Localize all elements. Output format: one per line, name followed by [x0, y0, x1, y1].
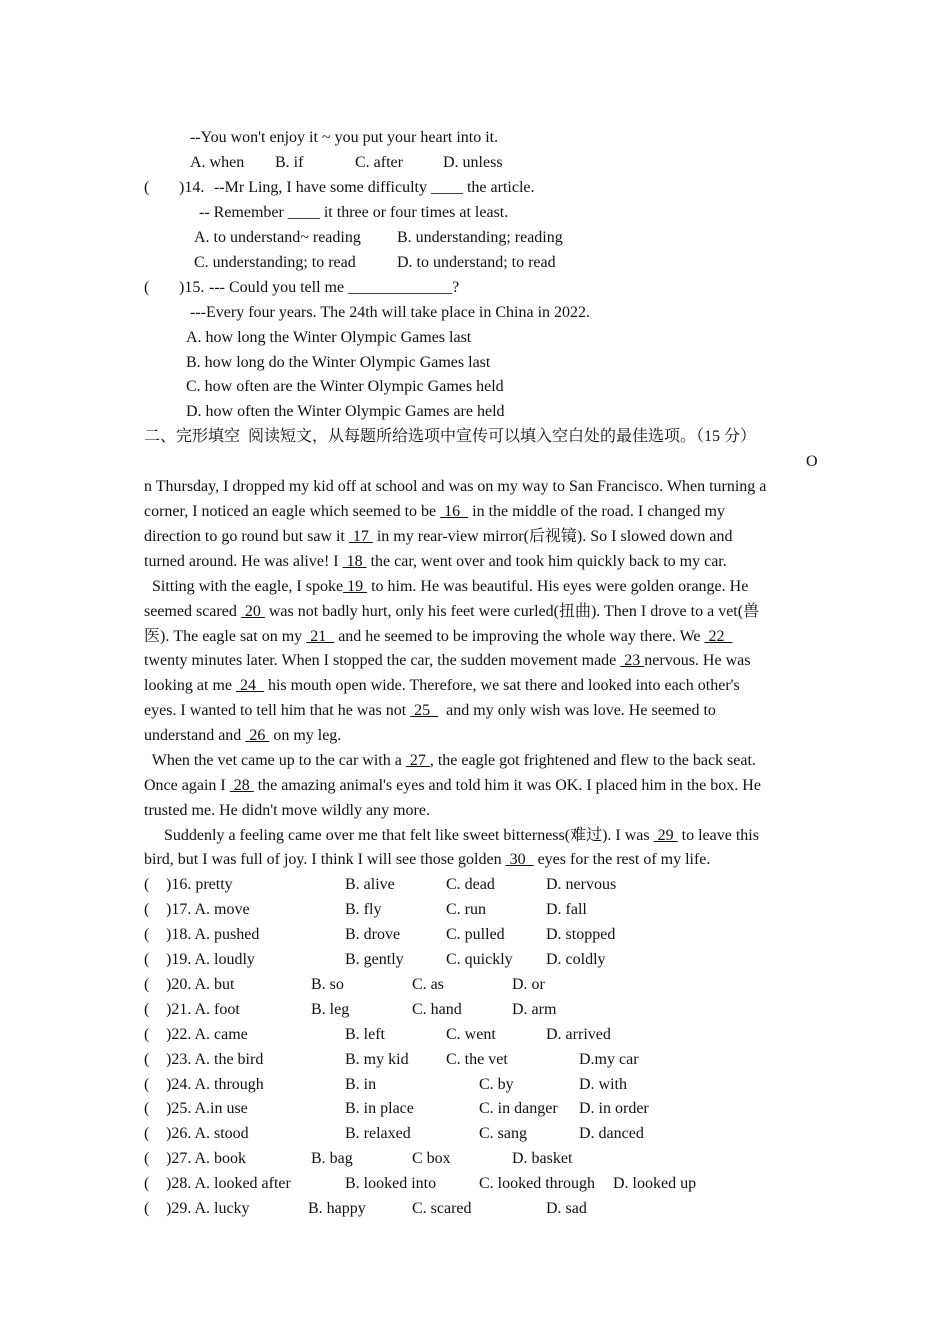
choice-number: )27. A. book	[166, 1150, 246, 1167]
q15-option-d: D. how often the Winter Olympic Games are held	[186, 403, 505, 420]
choice-option-b: B. alive	[345, 876, 395, 893]
choice-number: )25. A.in use	[166, 1100, 248, 1117]
choice-option-d: D. with	[579, 1076, 627, 1093]
choice-number: )21. A. foot	[166, 1001, 240, 1018]
choice-option-d: D. sad	[546, 1200, 587, 1217]
passage-line: eyes. I wanted to tell him that he was not 25 and my only wish was love. He seemed to	[144, 702, 716, 719]
choice-number: )16. pretty	[166, 876, 233, 893]
q13-option-a: A. when	[190, 154, 245, 171]
q15-option-a: A. how long the Winter Olympic Games last	[186, 329, 472, 346]
choice-option-c: C. scared	[412, 1200, 472, 1217]
choice-paren: (	[144, 1100, 150, 1117]
choice-option-d: D. danced	[579, 1125, 644, 1142]
choice-option-d: D. fall	[546, 901, 587, 918]
passage-line: looking at me 24 his mouth open wide. Therefore, we sat there and looked into each other's	[144, 677, 740, 694]
choice-option-c: C. quickly	[446, 951, 513, 968]
choice-option-b: B. bag	[311, 1150, 353, 1167]
blank-21: 21	[306, 628, 335, 645]
dropcap-letter: O	[806, 453, 818, 470]
q15-option-c: C. how often are the Winter Olympic Games held	[186, 378, 504, 395]
passage-line: Sitting with the eagle, I spoke 19 to him. He was beautiful. His eyes were golden orange. He	[144, 578, 749, 595]
q14-line1: --Mr Ling, I have some difficulty ____ the article.	[214, 179, 535, 196]
choice-option-c: C. sang	[479, 1125, 527, 1142]
choice-option-c: C. by	[479, 1076, 514, 1093]
passage-line: direction to go round but saw it 17 in my rear-view mirror(后视镜). So I slowed down and	[144, 528, 733, 545]
q13-dialog: --You won't enjoy it ~ you put your heart into it.	[190, 129, 499, 146]
q13-option-c: C. after	[355, 154, 403, 171]
q13-option-d: D. unless	[443, 154, 503, 171]
blank-22: 22	[704, 628, 733, 645]
choice-paren: (	[144, 1001, 150, 1018]
choice-number: )18. A. pushed	[166, 926, 260, 943]
section-heading: 二、完形填空 阅读短文，从每题所给选项中宣传可以填入空白处的最佳选项。（15 分）	[144, 428, 757, 445]
choice-option-d: D. or	[512, 976, 545, 993]
choice-option-b: B. in	[345, 1076, 377, 1093]
passage-line: seemed scared 20 was not badly hurt, only his feet were curled(扭曲). Then I drove to a vet(兽	[144, 603, 760, 620]
choice-option-d: D.my car	[579, 1051, 639, 1068]
choice-number: )23. A. the bird	[166, 1051, 264, 1068]
choice-number: )28. A. looked after	[166, 1175, 291, 1192]
passage-line: When the vet came up to the car with a 27 , the eagle got frightened and flew to the back seat.	[144, 752, 756, 769]
choice-paren: (	[144, 1125, 150, 1142]
q14-number: )14.	[179, 179, 205, 196]
choice-option-b: B. fly	[345, 901, 382, 918]
choice-number: )20. A. but	[166, 976, 235, 993]
choice-paren: (	[144, 951, 150, 968]
blank-23: 23	[620, 652, 645, 669]
choice-option-d: D. basket	[512, 1150, 573, 1167]
q14-line2: -- Remember ____ it three or four times at least.	[199, 204, 509, 221]
choice-option-b: B. so	[311, 976, 344, 993]
passage-line: trusted me. He didn't move wildly any more.	[144, 802, 430, 819]
choice-option-c: C. in danger	[479, 1100, 558, 1117]
choice-option-b: B. left	[345, 1026, 385, 1043]
choice-number: )24. A. through	[166, 1076, 264, 1093]
choice-number: )26. A. stood	[166, 1125, 249, 1142]
blank-27: 27	[405, 752, 430, 769]
choice-option-b: B. drove	[345, 926, 401, 943]
blank-28: 28	[229, 777, 254, 794]
choice-option-c: C box	[412, 1150, 451, 1167]
choice-option-b: B. my kid	[345, 1051, 409, 1068]
choice-option-c: C. dead	[446, 876, 495, 893]
q14-option-c: C. understanding; to read	[194, 254, 356, 271]
choice-number: )19. A. loudly	[166, 951, 255, 968]
blank-19: 19	[343, 578, 368, 595]
passage-line: corner, I noticed an eagle which seemed to be 16 in the middle of the road. I changed my	[144, 503, 725, 520]
choice-option-d: D. arrived	[546, 1026, 611, 1043]
choice-option-d: D. stopped	[546, 926, 616, 943]
choice-option-c: C. hand	[412, 1001, 462, 1018]
blank-18: 18	[342, 553, 367, 570]
choice-paren: (	[144, 1076, 150, 1093]
choice-paren: (	[144, 1200, 150, 1217]
q15-number: )15.	[179, 279, 205, 296]
choice-option-d: D. coldly	[546, 951, 606, 968]
q15-line1: --- Could you tell me _____________?	[209, 279, 460, 296]
blank-24: 24	[235, 677, 264, 694]
q14-paren: (	[144, 179, 150, 196]
blank-17: 17	[348, 528, 373, 545]
choice-option-d: D. in order	[579, 1100, 649, 1117]
choice-number: )29. A. lucky	[166, 1200, 250, 1217]
q14-option-b: B. understanding; reading	[397, 229, 563, 246]
choice-option-b: B. leg	[311, 1001, 350, 1018]
choice-paren: (	[144, 876, 150, 893]
blank-25: 25	[410, 702, 439, 719]
choice-option-c: C. went	[446, 1026, 496, 1043]
passage-line: turned around. He was alive! I 18 the car, went over and took him quickly back to my car.	[144, 553, 727, 570]
passage-line: understand and 26 on my leg.	[144, 727, 342, 744]
passage-line: Suddenly a feeling came over me that felt like sweet bitterness(难过). I was 29 to leave this	[144, 827, 759, 844]
q13-option-b: B. if	[275, 154, 304, 171]
passage-line: bird, but I was full of joy. I think I will see those golden 30 eyes for the rest of my life.	[144, 851, 711, 868]
choice-option-c: C. as	[412, 976, 444, 993]
blank-26: 26	[245, 727, 270, 744]
passage-line: twenty minutes later. When I stopped the car, the sudden movement made 23 nervous. He was	[144, 652, 751, 669]
choice-option-d: D. nervous	[546, 876, 617, 893]
blank-29: 29	[653, 827, 678, 844]
passage-line: 医). The eagle sat on my 21 and he seemed to be improving the whole way there. We 22	[144, 628, 733, 645]
choice-option-b: B. relaxed	[345, 1125, 411, 1142]
choice-paren: (	[144, 1051, 150, 1068]
choice-number: )22. A. came	[166, 1026, 248, 1043]
choice-option-b: B. gently	[345, 951, 404, 968]
choice-paren: (	[144, 901, 150, 918]
choice-option-c: C. run	[446, 901, 486, 918]
passage-line: Once again I 28 the amazing animal's eyes and told him it was OK. I placed him in the box. He	[144, 777, 761, 794]
q15-option-b: B. how long do the Winter Olympic Games last	[186, 354, 491, 371]
blank-16: 16	[440, 503, 469, 520]
choice-paren: (	[144, 1026, 150, 1043]
blank-20: 20	[240, 603, 265, 620]
choice-paren: (	[144, 1150, 150, 1167]
choice-paren: (	[144, 926, 150, 943]
q15-paren: (	[144, 279, 150, 296]
choice-option-c: C. the vet	[446, 1051, 508, 1068]
choice-option-d: D. arm	[512, 1001, 557, 1018]
choice-number: )17. A. move	[166, 901, 250, 918]
choice-option-c: C. pulled	[446, 926, 505, 943]
choice-option-b: B. looked into	[345, 1175, 437, 1192]
q15-line2: ---Every four years. The 24th will take place in China in 2022.	[190, 304, 591, 321]
q14-option-a: A. to understand~ reading	[194, 229, 361, 246]
choice-paren: (	[144, 976, 150, 993]
choice-option-c: C. looked through	[479, 1175, 595, 1192]
blank-30: 30	[505, 851, 534, 868]
choice-option-b: B. happy	[308, 1200, 366, 1217]
passage-line: n Thursday, I dropped my kid off at school and was on my way to San Francisco. When turning a	[144, 478, 767, 495]
q14-option-d: D. to understand; to read	[397, 254, 556, 271]
choice-option-b: B. in place	[345, 1100, 414, 1117]
choice-option-d: D. looked up	[613, 1175, 697, 1192]
choice-paren: (	[144, 1175, 150, 1192]
